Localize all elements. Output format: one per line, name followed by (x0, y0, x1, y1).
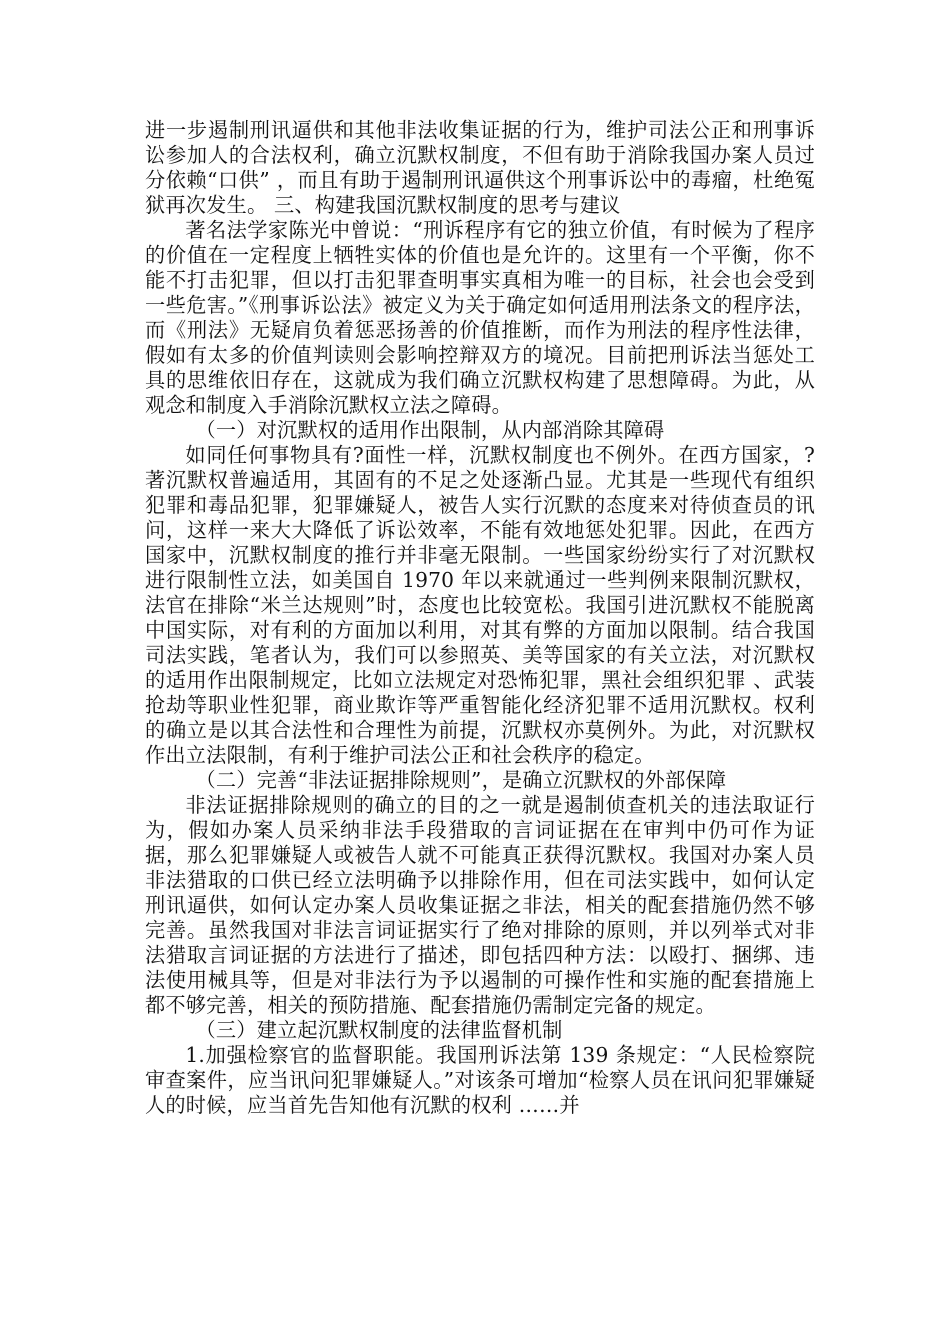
paragraph-chen-guangzhong-quote: 著名法学家陈光中曾说：“刑诉程序有它的独立价值，有时候为了程序的价值在一定程度上牺牲实体的价值也是允许的。这里有一个平衡，你不能不打击犯罪，但以打击犯罪查明事实真相为唯一的目标，社会也会受到一些危害。”《刑事诉讼法》被定义为关于确定如何适用刑法条文的程序法，而《刑法》无疑肩负着惩恶扬善的价值推断，而作为刑法的程序性法律，假如有太多的价值判读则会影响控辩双方的境况。目前把刑诉法当惩处工具的思维依旧存在，这就成为我们确立沉默权构建了思想障碍。为此，从观念和制度入手消除沉默权立法之障碍。 (145, 218, 815, 417)
paragraph-exclusion-rule: 非法证据排除规则的确立的目的之一就是遏制侦查机关的违法取证行为，假如办案人员采纳非法手段猎取的言词证据在在审判中仍可作为证据，那么犯罪嫌疑人或被告人就不可能真正获得沉默权。我国对办案人员非法猎取的口供已经立法明确予以排除作用，但在司法实践中，如何认定刑讯逼供，如何认定办案人员收集证据之非法，相关的配套措施仍然不够完善。虽然我国对非法言词证据实行了绝对排除的原则，并以列举式对非法猎取言词证据的方法进行了描述，即包括四种方法：以殴打、捆绑、违法使用械具等，但是对非法行为予以遏制的可操作性和实施的配套措施上都不够完善，相关的预防措施、配套措施仍需制定完备的规定。 (145, 793, 815, 1017)
section-heading-3: （三）建立起沉默权制度的法律监督机制 (195, 1018, 563, 1042)
section-heading-2: （二）完善“非法证据排除规则”，是确立沉默权的外部保障 (195, 768, 727, 792)
document-body (145, 118, 815, 1118)
paragraph-intro-continuation: 进一步遏制刑讯逼供和其他非法收集证据的行为，维护司法公正和刑事诉讼参加人的合法权利，确立沉默权制度，不但有助于消除我国办案人员过分依赖“口供” ，而且有助于遏制刑讯逼供这个刑事诉讼中的毒瘤，杜绝冤狱再次发生。 三、构建我国沉默权制度的思考与建议 (145, 118, 815, 217)
paragraph-restriction: 如同任何事物具有?面性一样，沉默权制度也不例外。在西方国家，?著沉默权普遍适用，其固有的不足之处逐渐凸显。尤其是一些现代有组织犯罪和毒品犯罪，犯罪嫌疑人，被告人实行沉默的态度来对待侦查员的讯问，这样一来大大降低了诉讼效率，不能有效地惩处犯罪。因此，在西方国家中，沉默权制度的推行并非毫无限制。一些国家纷纷实行了对沉默权进行限制性立法，如美国自 1970 年以来就通过一些判例来限制沉默权，法官在排除“米兰达规则”时，态度也比较宽松。我国引进沉默权不能脱离中国实际，对有利的方面加以利用，对其有弊的方面加以限制。结合我国司法实践，笔者认为，我们可以参照英、美等国家的有关立法，对沉默权的适用作出限制规定，比如立法规定对恐怖犯罪，黑社会组织犯罪 、武装抢劫等职业性犯罪，商业欺诈等严重智能化经济犯罪不适用沉默权。权利的确立是以其合法性和合理性为前提，沉默权亦莫例外。为此，对沉默权作出立法限制，有利于维护司法公正和社会秩序的稳定。 (145, 443, 815, 767)
paragraph-supervision: 1.加强检察官的监督职能。我国刑诉法第 139 条规定：“人民检察院审查案件，应当讯问犯罪嫌疑人。”对该条可增加“检察人员在讯问犯罪嫌疑人的时候，应当首先告知他有沉默的权利 ……并 (145, 1043, 815, 1117)
section-heading-1: （一）对沉默权的适用作出限制，从内部消除其障碍 (195, 418, 665, 442)
